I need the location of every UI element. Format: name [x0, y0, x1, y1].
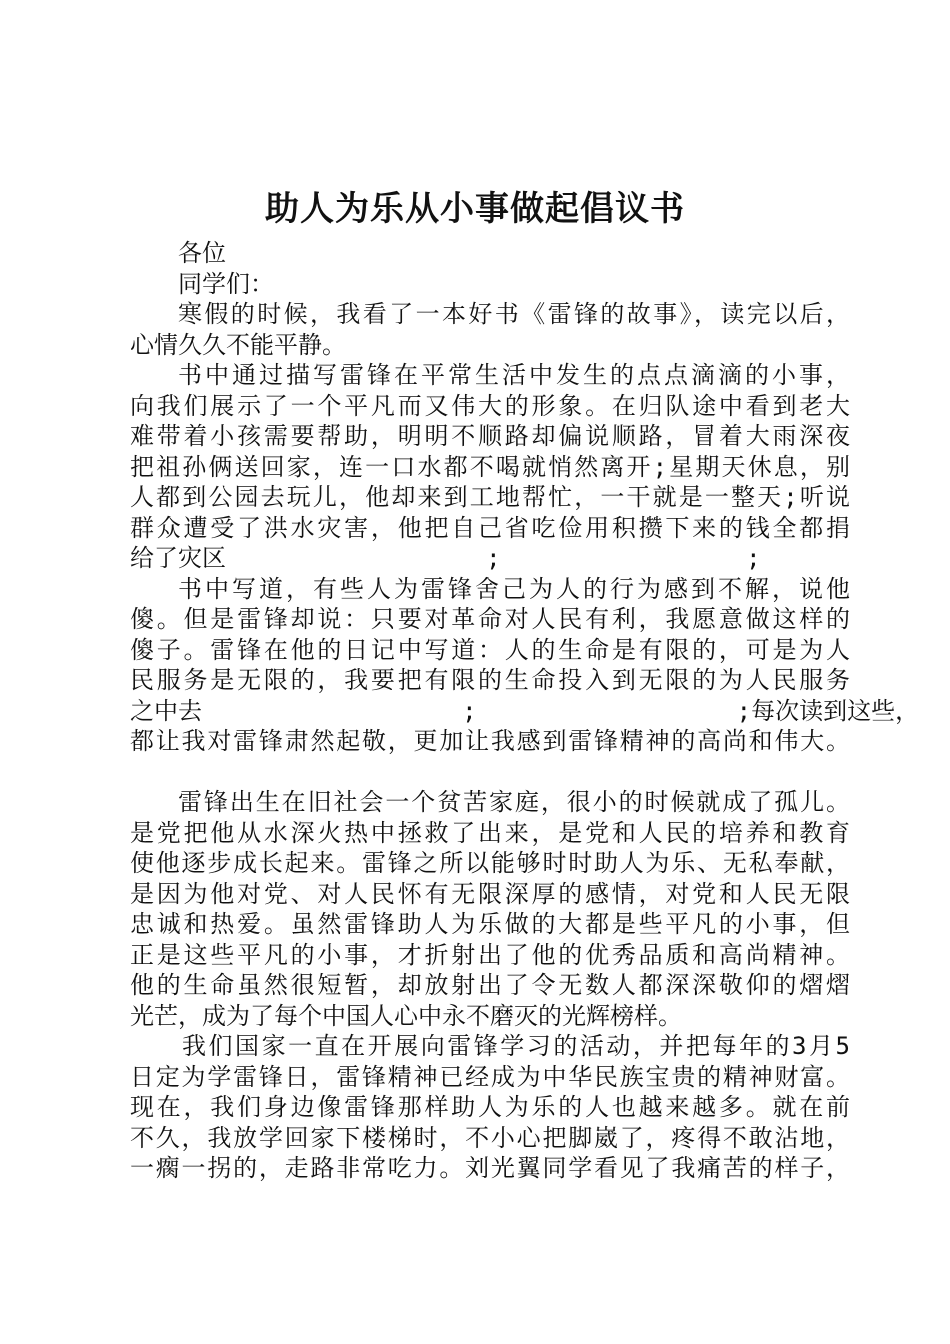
text-line: 正是这些平凡的小事，才折射出了他的优秀品质和高尚精神。: [130, 940, 850, 969]
text-line: 各位: [178, 239, 226, 267]
text-line: 不久，我放学回家下楼梯时，不小心把脚崴了，疼得不敢沾地，: [130, 1123, 850, 1152]
blank-line: [130, 757, 850, 788]
text-line: 都让我对雷锋肃然起敬，更加让我感到雷锋精神的高尚和伟大。: [130, 727, 850, 755]
text-line: 民服务是无限的，我要把有限的生命投入到无限的为人民服务: [130, 666, 850, 694]
text-line: 忠诚和热爱。虽然雷锋助人为乐做的大都是些平凡的小事，但: [130, 910, 850, 938]
text-line: 是党把他从水深火热中拯救了出来，是党和人民的培养和教育: [130, 818, 850, 847]
text-line: 日定为学雷锋日，雷锋精神已经成为中华民族宝贵的精神财富。: [130, 1062, 850, 1091]
text-line: 寒假的时候，我看了一本好书《雷锋的故事》，读完以后，: [178, 300, 850, 328]
text-line: 使他逐步成长起来。雷锋之所以能够时时助人为乐、无私奉献，: [130, 849, 850, 877]
text-line: 向我们展示了一个平凡而又伟大的形象。在归队途中看到老大: [130, 391, 850, 420]
text-line: 同学们：: [178, 269, 274, 298]
text-line: 之中去 ; ;每次读到这些，: [130, 696, 920, 725]
document-title: 助人为乐从小事做起倡议书: [265, 189, 685, 229]
text-line: 难带着小孩需要帮助，明明不顺路却偏说顺路，冒着大雨深夜: [130, 422, 850, 450]
text-line: 群众遭受了洪水灾害，他把自己省吃俭用积攒下来的钱全都捐: [130, 513, 850, 542]
text-line: 傻子。雷锋在他的日记中写道：人的生命是有限的，可是为人: [130, 635, 850, 664]
text-line: 人都到公园去玩儿，他却来到工地帮忙，一干就是一整天;听说: [130, 483, 850, 511]
document-body: [130, 238, 920, 1184]
text-line: 心情久久不能平静。: [130, 330, 346, 359]
text-line: 书中通过描写雷锋在平常生活中发生的点点滴滴的小事，: [178, 361, 850, 389]
text-line: 给了灾区 ; ;: [130, 544, 761, 572]
text-line: 书中写道，有些人为雷锋舍己为人的行为感到不解，说他: [178, 574, 850, 603]
text-line: 把祖孙俩送回家，连一口水都不喝就悄然离开;星期天休息，别: [130, 452, 850, 481]
text-line: 傻。但是雷锋却说：只要对革命对人民有利，我愿意做这样的: [130, 605, 850, 633]
text-line: 雷锋出生在旧社会一个贫苦家庭，很小的时候就成了孤儿。: [178, 788, 850, 816]
text-line: 他的生命虽然很短暂，却放射出了令无数人都深深敬仰的熠熠: [130, 971, 850, 999]
text-line: 我们国家一直在开展向雷锋学习的活动，并把每年的3月5: [182, 1032, 850, 1060]
text-line: 光芒，成为了每个中国人心中永不磨灭的光辉榜样。: [130, 1001, 682, 1030]
text-line: 现在，我们身边像雷锋那样助人为乐的人也越来越多。就在前: [130, 1093, 850, 1121]
text-line: 一瘸一拐的，走路非常吃力。刘光翼同学看见了我痛苦的样子，: [130, 1154, 850, 1182]
text-line: 是因为他对党、对人民怀有无限深厚的感情，对党和人民无限: [130, 879, 850, 908]
